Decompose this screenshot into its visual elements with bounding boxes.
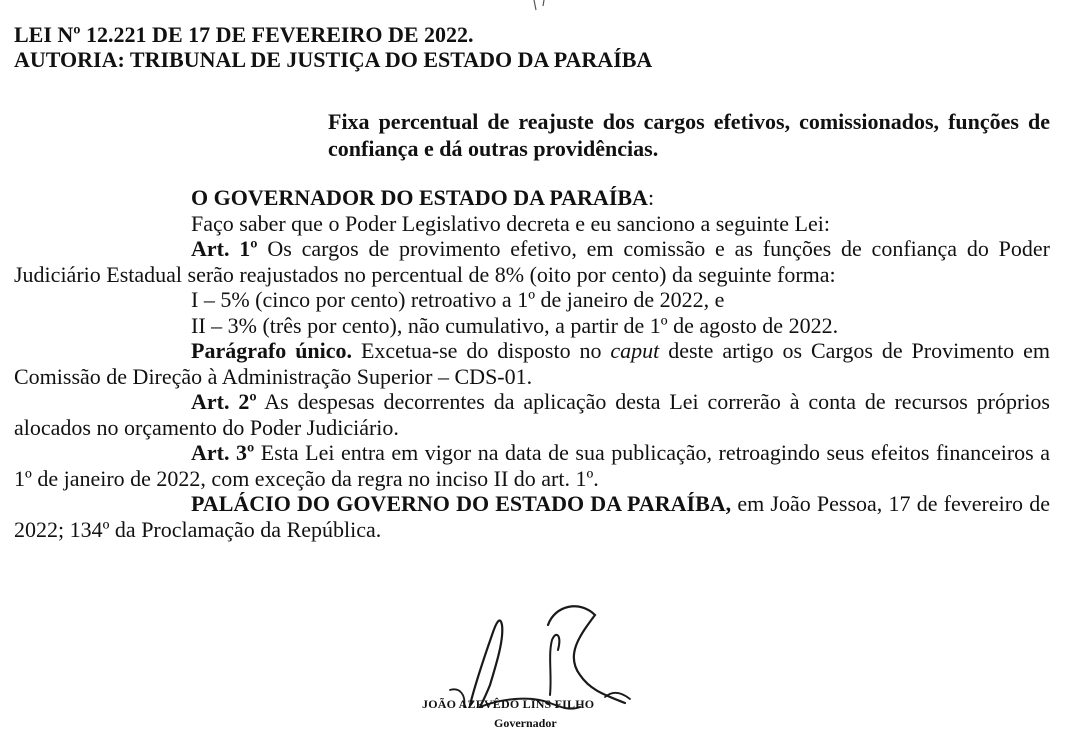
caput-term: caput xyxy=(610,338,660,363)
signatory-role: Governador xyxy=(494,716,557,730)
signature-block xyxy=(400,595,680,743)
article-1-text: Os cargos de provimento efetivo, em comissão e as funções de confiança do Poder Judiciário Estadual serão reajustados no percentual de 8% (oito por cento) da seguinte forma: xyxy=(14,236,1050,287)
article-2 xyxy=(14,389,1050,440)
sole-paragraph-label: Parágrafo único. xyxy=(191,338,353,363)
law-authorship: AUTORIA: TRIBUNAL DE JUSTIÇA DO ESTADO DA PARAÍBA xyxy=(14,47,653,72)
article-1-label: Art. 1º xyxy=(191,236,258,261)
law-summary: Fixa percentual de reajuste dos cargos efetivos, comissionados, funções de confiança e dá outras providências. xyxy=(328,109,1050,161)
law-body xyxy=(14,185,1050,542)
article-3-text: Esta Lei entra em vigor na data de sua publicação, retroagindo seus efeitos financeiros a 1º de janeiro de 2022, com exceção da regra no inciso II do art. 1º. xyxy=(14,440,1050,491)
law-number-title: LEI Nº 12.221 DE 17 DE FEVEREIRO DE 2022. xyxy=(14,22,474,47)
law-header xyxy=(14,22,652,72)
inciso-1: I – 5% (cinco por cento) retroativo a 1º de janeiro de 2022, e xyxy=(191,287,725,312)
palace-text: em João Pessoa, 17 de fevereiro de 2022; 134º da Proclamação da República. xyxy=(14,491,1050,542)
palace-closing xyxy=(14,491,1050,542)
sole-paragraph-text-b: deste artigo os Cargos de Provimento em Comissão de Direção à Administração Superior – CDS-01. xyxy=(14,338,1050,389)
article-3-label: Art. 3º xyxy=(191,440,255,465)
governor-heading-line xyxy=(14,185,1050,211)
article-3 xyxy=(14,440,1050,491)
article-1 xyxy=(14,236,1050,287)
article-2-label: Art. 2º xyxy=(191,389,257,414)
proclamation: Faço saber que o Poder Legislativo decreta e eu sanciono a seguinte Lei: xyxy=(191,210,830,236)
article-2-text: As despesas decorrentes da aplicação desta Lei correrão à conta de recursos próprios alocados no orçamento do Poder Judiciário. xyxy=(14,389,1050,440)
governor-colon: : xyxy=(647,185,655,210)
sole-paragraph-text-a: Excetua-se do disposto no xyxy=(352,338,611,363)
sole-paragraph xyxy=(14,338,1050,389)
scan-mark-icon xyxy=(530,0,550,12)
inciso-2: II – 3% (três por cento), não cumulativo, a partir de 1º de agosto de 2022. xyxy=(191,312,839,338)
palace-label: PALÁCIO DO GOVERNO DO ESTADO DA PARAÍBA, xyxy=(191,491,732,516)
governor-heading: O GOVERNADOR DO ESTADO DA PARAÍBA xyxy=(191,185,648,210)
signatory-name: JOÃO AZEVÊDO LINS FILHO xyxy=(422,697,595,711)
